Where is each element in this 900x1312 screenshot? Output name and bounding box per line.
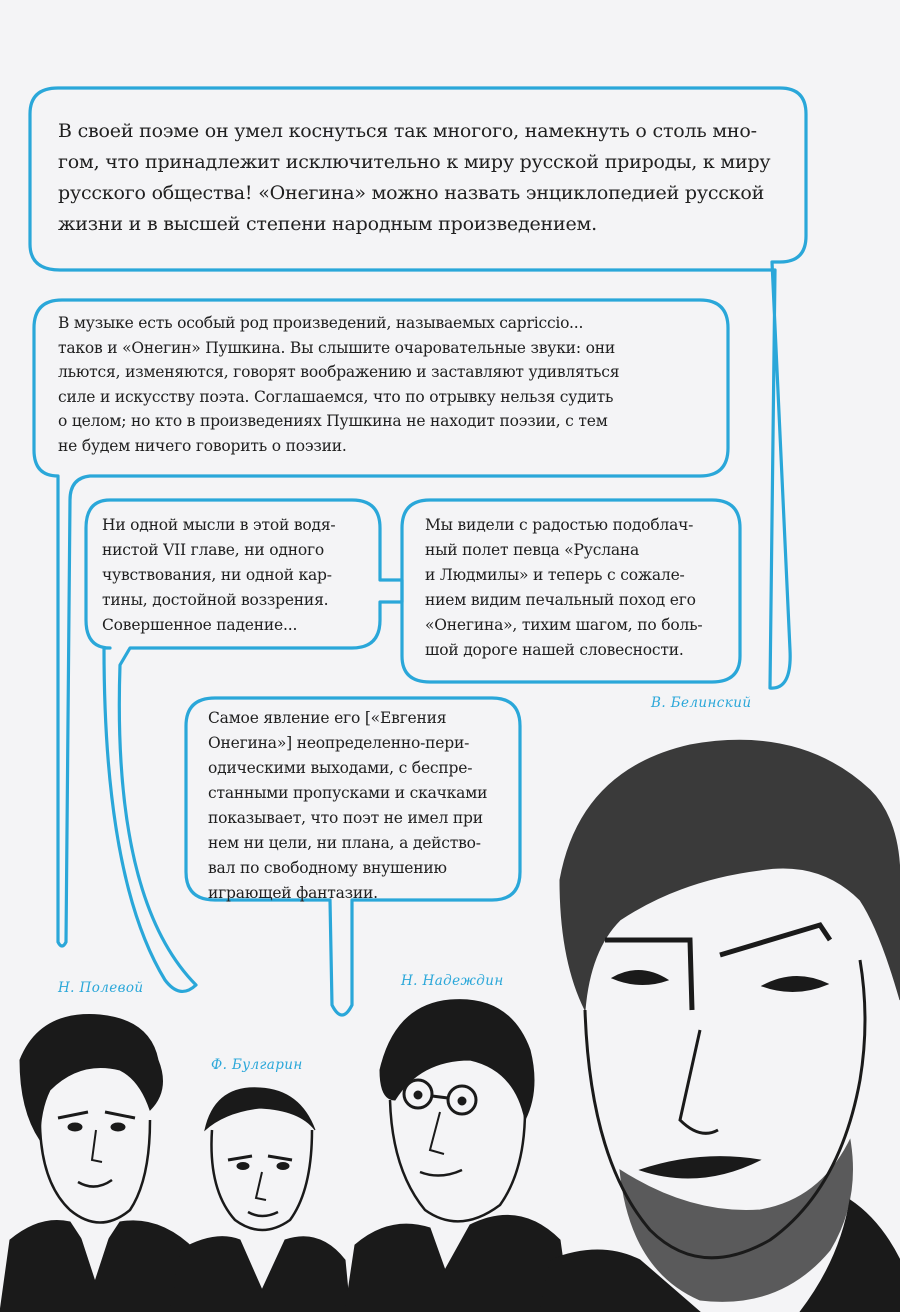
quote-belinsky [58, 116, 771, 240]
quote-line: Онегина»] неопределенно-пери- [208, 734, 470, 752]
quote-line: В своей поэме он умел коснуться так многого, намекнуть о столь мно- [58, 120, 757, 142]
quote-line: нем ни цели, ни плана, а действо- [208, 834, 481, 852]
quote-line: гом, что принадлежит исключительно к миру русской природы, к миру [58, 151, 771, 173]
quote-line: станными пропусками и скачками [208, 784, 488, 802]
quote-line: показывает, что поэт не имел при [208, 809, 483, 827]
quote-line: одическими выходами, с беспре- [208, 759, 473, 777]
caption-bulgarin: Ф. Булгарин [211, 1057, 303, 1073]
quote-line: и Людмилы» и теперь с сожале- [425, 566, 685, 584]
quote-polevoy [102, 513, 372, 638]
quote-line: льются, изменяются, говорят воображению и заставляют удивляться [58, 363, 620, 381]
quote-line: Ни одной мысли в этой водя- [102, 516, 336, 534]
quote-line: не будем ничего говорить о поэзии. [58, 436, 347, 455]
quote-line: Самое явление его [«Евгения [208, 709, 447, 727]
quote-line: жизни и в высшей степени народным произведением. [58, 213, 597, 235]
portrait-nadezhdin [345, 1000, 570, 1312]
quote-capriccio [58, 311, 708, 458]
quote-line: таков и «Онегин» Пушкина. Вы слышите очаровательные звуки: они [58, 338, 615, 357]
quote-line: играющей фантазии. [208, 884, 378, 902]
quote-line: В музыке есть особый род произведений, называемых capriccio... [58, 314, 584, 332]
caption-polevoy: Н. Полевой [58, 980, 144, 996]
caption-nadezhdin: Н. Надеждин [401, 973, 504, 989]
quote-line: вал по свободному внушению [208, 859, 447, 877]
quote-line: ный полет певца «Руслана [425, 541, 640, 559]
quote-bulgarin [425, 513, 725, 663]
quote-nadezhdin [208, 706, 508, 906]
quote-line: Совершенное падение... [102, 616, 298, 634]
portrait-belinsky [540, 740, 900, 1312]
quote-line: нием видим печальный поход его [425, 591, 696, 609]
caption-belinsky: В. Белинский [651, 695, 752, 711]
quote-line: русского общества! «Онегина» можно назвать энциклопедией русской [58, 182, 765, 204]
portrait-polevoy [0, 1015, 200, 1312]
quote-line: чувствования, ни одной кар- [102, 566, 332, 584]
quote-line: «Онегина», тихим шагом, по боль- [425, 616, 703, 634]
quote-line: о целом; но кто в произведениях Пушкина не находит поэзии, с тем [58, 412, 608, 430]
quote-line: тины, достойной воззрения. [102, 591, 329, 609]
quote-line: нистой VII главе, ни одного [102, 541, 325, 559]
quote-line: Мы видели с радостью подоблач- [425, 516, 694, 534]
quote-line: силе и искусству поэта. Соглашаемся, что по отрывку нельзя судить [58, 387, 614, 406]
quote-line: шой дороге нашей словесности. [425, 641, 684, 659]
portrait-bulgarin [170, 1088, 350, 1312]
